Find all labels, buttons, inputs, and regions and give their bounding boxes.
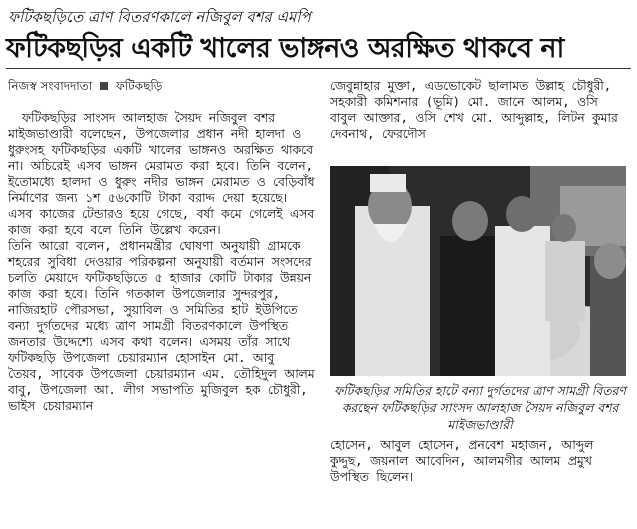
body-column-right-top: জেবুন্নাহার মুক্তা, এডভোকেট ছালামত উল্লাহ চৌধুরী, সহকারী কমিশনার (ভূমি) মো. জানে আলম, ওসি বাবুল আক্তার, ওসি শেখ মো. আব্দুল্লাহ, লিটন কুমার দেবনাথ, ফেরদৌস [330, 79, 618, 141]
news-photo [330, 166, 626, 376]
byline [8, 78, 162, 98]
kicker-line: ফটিকছড়িতে ত্রাণ বিতরণকালে নজিবুল বশর এমপি [8, 8, 311, 26]
headline: ফটিকছড়ির একটি খালের ভাঙ্গনও অরক্ষিত থাকবে না [6, 33, 564, 64]
body-column-left [8, 110, 316, 414]
header-divider [6, 68, 631, 69]
body-column-right-bottom: হোসেন, আবুল হোসেন, প্রনবেশ মহাজন, আব্দুল কুদ্দুছ, জয়নাল আবেদিন, আলমগীর আলম প্রমুখ উপস্থিত ছিলেন। [330, 438, 594, 484]
dateline-location: ফটিকছড়ি [115, 79, 163, 93]
square-bullet-icon [100, 82, 108, 90]
reporter-name: নিজস্ব সংবাদদাতা [8, 79, 93, 93]
body-paragraph: ফটিকছড়ির সাংসদ আলহাজ সৈয়দ নজিবুল বশর মাইজভাণ্ডারী বলেছেন, উপজেলার প্রধান নদী হালদা ও ধুরুংসহ ফটিকছড়ির একটি খালের ভাঙ্গনও অরক্ষিত থাকবে না। অচিরেই এসব ভাঙ্গন মেরামত করা হবে। তিনি বলেন, ইতোমধ্যে হালদা ও ধুরুং নদীর ভাঙ্গন মেরামত ও বেড়িবাঁধ নির্মাণের জন্য ১শ ৫৬কোটি টাকা বরাদ্দ দেয়া হয়েছে। এসব কাজের টেন্ডারও হয়ে গেছে, বর্ষা কমে গেলেই এসব কাজ করা হবে বলে তিনি উল্লেখ করেন। [8, 111, 315, 237]
relief-distribution-photo [330, 166, 626, 376]
body-paragraph: তিনি আরো বলেন, প্রধানমন্ত্রীর ঘোষণা অনুযায়ী গ্রামকে শহরের সুবিধা দেওয়ার পরিকল্পনা অনুযায়ী বর্তমান সংসদের চলতি মেয়াদে ফটিকছড়িতে ৫ হাজার কোটি টাকার উন্নয়ন কাজ করা হবে। তিনি গতকাল উপজেলার সুন্দরপুর, নাজিরহাট পৌরসভা, সুয়াবিল ও সমিতির হাট ইউপিতে বন্যা দুর্গতদের মধ্যে ত্রাণ সামগ্রী বিতরণকালে উপস্থিত জনতার উদ্দেশ্যে এসব কথা বলেন। এসময় তাঁর সাথে ফটিকছড়ি উপজেলা চেয়ারম্যান হোসাইন মো. আবু তৈয়ব, সাবেক উপজেলা চেয়ারম্যান এম. তৌহিদুল আলম বাবু, উপজেলা আ. লীগ সভাপতি মুজিবুল হক চৌধুরী, ভাইস চেয়ারম্যান [8, 239, 315, 413]
photo-caption: ফটিকছড়ির সমিতির হাটে বন্যা দুর্গতদের ত্রাণ সামগ্রী বিতরণ করছেন ফটিকছড়ির সাংসদ আলহাজ সৈয়দ নজিবুল বশর মাইজভাণ্ডারী [334, 383, 626, 432]
